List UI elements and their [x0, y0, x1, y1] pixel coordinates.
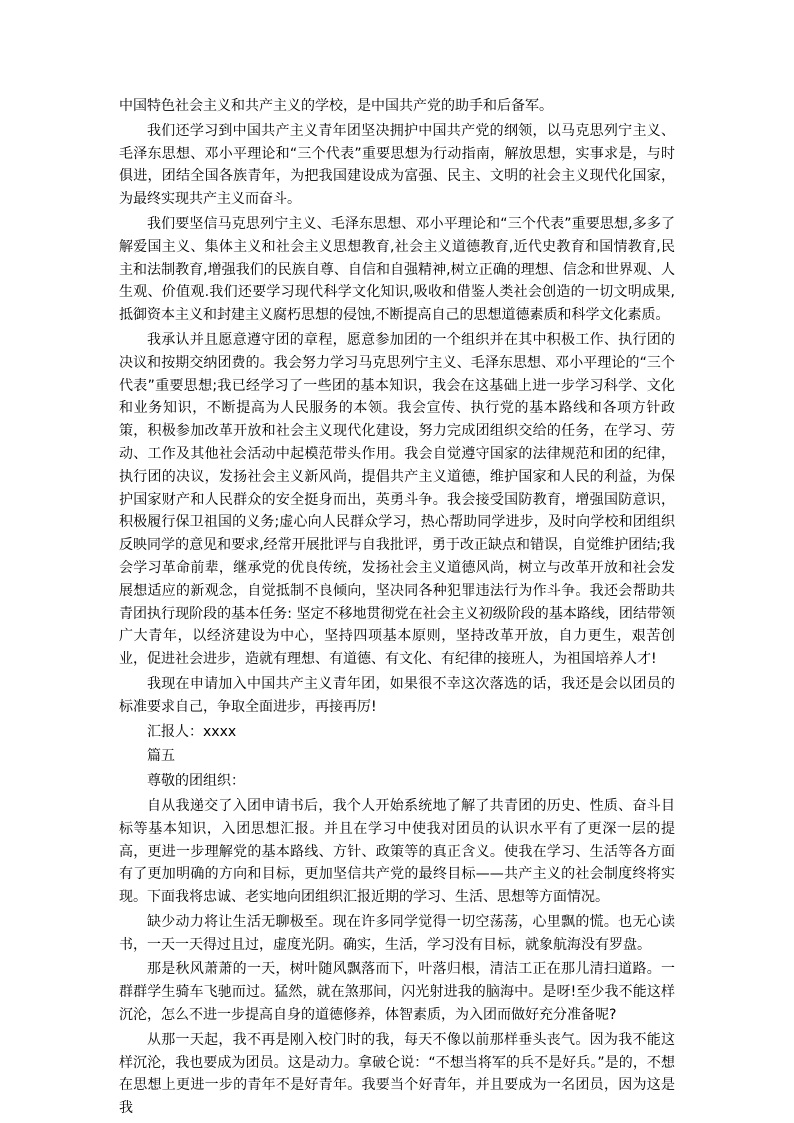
- section-heading: 篇五: [147, 748, 175, 765]
- document-page: [119, 95, 675, 1122]
- reporter-line: 汇报人：xxxx: [147, 723, 237, 740]
- paragraph: 我承认并且愿意遵守团的章程，愿意参加团的一个组织并在其中积极工作、执行团的决议和按期交纳团费的。我会努力学习马克思列宁主义、毛泽东思想、邓小平理论的“三个代表”重要思想;我已经学习了一些团的基本知识，我会在这基础上进一步学习科学、文化和业务知识，不断提高为人民服务的本领。我会宣传、执行党的基本路线和各项方针政策，积极参加改革开放和社会主义现代化建设，努力完成团组织交给的任务，在学习、劳动、工作及其他社会活动中起模范带头作用。我会自觉遵守国家的法律规范和团的纪律，执行团的决议，发扬社会主义新风尚，提倡共产主义道德，维护国家和人民的利益，为保护国家财产和人民群众的安全挺身而出，英勇斗争。我会接受国防教育，增强国防意识，积极履行保卫祖国的义务;虚心向人民群众学习，热心帮助同学进步，及时向学校和团组织反映同学的意见和要求,经常开展批评与自我批评，勇于改正缺点和错误，自觉维护团结;我会学习革命前辈，继承党的优良传统，发扬社会主义道德风尚，树立与改革开放和社会发展想适应的新观念，自觉抵制不良倾向，坚决同各种犯罪违法行为作斗争。我还会帮助共青团执行现阶段的基本任务: 坚定不移地贯彻党在社会主义初级阶段的基本路线，团结带领广大青年，以经济建设为中心，坚持四项基本原则，坚持改革开放，自力更生，艰苦创业，促进社会进步，造就有理想、有道德、有文化、有纪律的接班人，为祖国培养人才!: [119, 331, 675, 668]
- paragraph: 缺少动力将让生活无聊极至。现在许多同学觉得一切空荡荡，心里飘的慌。也无心读书，一天一天得过且过，虚度光阴。确实，生活，学习没有目标，就象航海没有罗盘。: [119, 913, 675, 953]
- paragraph: 中国特色社会主义和共产主义的学校，是中国共产党的助手和后备军。: [119, 98, 553, 114]
- paragraph: 自从我递交了入团申请书后，我个人开始系统地了解了共青团的历史、性质、奋斗目标等基本知识，入团思想汇报。并且在学习中使我对团员的认识水平有了更深一层的提高，更进一步理解党的基本路线、方针、政策等的真正含义。使我在学习、生活等各方面有了更加明确的方向和目标，更加坚信共产党的最终目标——共产主义的社会制度终将实现。下面我将忠诚、老实地向团组织汇报近期的学习、生活、思想等方面情况。: [119, 797, 675, 906]
- paragraph: 从那一天起，我不再是刚入校门时的我，每天不像以前那样垂头丧气。因为我不能这样沉沦，我也要成为团员。这是动力。拿破仑说：“不想当将军的兵不是好兵。”是的，不想在思想上更进一步的青年不是好青年。我要当个好青年，并且要成为一名团员，因为这是我: [119, 1031, 675, 1117]
- paragraph: 我们还学习到中国共产主义青年团坚决拥护中国共产党的纲领，以马克思列宁主义、毛泽东思想、邓小平理论和“三个代表”重要思想为行动指南，解放思想，实事求是，与时俱进，团结全国各族青年，为把我国建设成为富强、民主、文明的社会主义现代化国家，为最终实现共产主义而奋斗。: [119, 122, 675, 208]
- paragraph: 那是秋风萧萧的一天，树叶随风飘落而下，叶落归根，清洁工正在那儿清扫道路。一群群学生骑车飞驰而过。猛然，就在煞那间，闪光射进我的脑海中。是呀!至少我不能这样沉沦，怎么不进一步提高自身的道德修养，体智素质，为入团而做好充分准备呢?: [119, 961, 675, 1024]
- salutation: 尊敬的团组织：: [147, 773, 245, 790]
- paragraph: 我现在申请加入中国共产主义青年团，如果很不幸这次落选的话，我还是会以团员的标准要求自己，争取全面进步，再接再厉!: [119, 675, 675, 715]
- paragraph: 我们要坚信马克思列宁主义、毛泽东思想、邓小平理论和“三个代表”重要思想,多多了解爱国主义、集体主义和社会主义思想教育,社会主义道德教育,近代史教育和国情教育,民主和法制教育,增强我们的民族自尊、自信和自强精神,树立正确的理想、信念和世界观、人生观、价值观.我们还要学习现代科学文化知识,吸收和借鉴人类社会创造的一切文明成果,抵御资本主义和封建主义腐朽思想的侵蚀,不断提高自己的思想道德素质和科学文化素质。: [119, 215, 675, 324]
